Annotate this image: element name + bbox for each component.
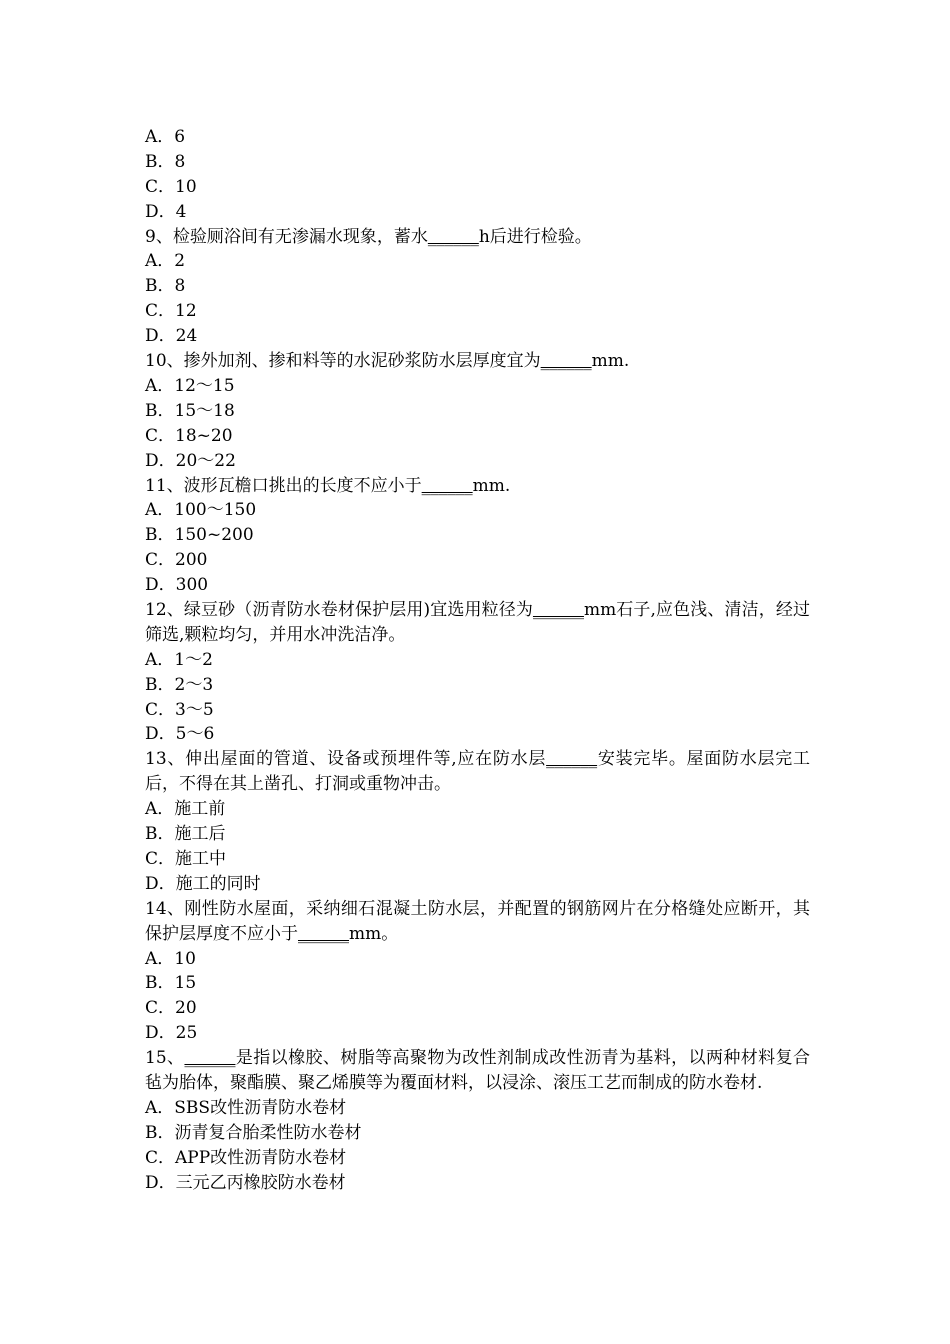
- option-text: 100～150: [174, 500, 257, 521]
- option-text: 2: [174, 251, 186, 272]
- option-text: 24: [175, 326, 198, 347]
- option-text: 12～15: [174, 375, 235, 396]
- option-d: [145, 573, 810, 598]
- option-label: C．: [145, 998, 176, 1019]
- option-text: 200: [175, 550, 208, 571]
- option-text: 8: [174, 276, 186, 297]
- option-b: [145, 822, 810, 847]
- option-c: [145, 299, 810, 324]
- option-b: [145, 150, 810, 175]
- option-label: D．: [145, 873, 176, 894]
- option-text: 施工的同时: [175, 873, 261, 894]
- answer-blank: ______: [532, 599, 584, 620]
- question-number: 11、: [145, 475, 184, 496]
- option-d: [145, 1021, 810, 1046]
- question-text: [145, 349, 810, 374]
- option-text: 8: [174, 151, 186, 172]
- question-text: [145, 1046, 810, 1096]
- question-number: 15、: [145, 1048, 185, 1069]
- question-number: 10、: [145, 351, 184, 372]
- answer-blank: ______: [298, 923, 349, 944]
- question-text: [145, 747, 810, 797]
- option-label: A．: [145, 500, 175, 521]
- option-text: 沥青复合胎柔性防水卷材: [174, 1122, 362, 1143]
- question-after: h后进行检验。: [478, 226, 592, 247]
- question-after: 安装完毕。屋面防水层完工后，不得在其上凿孔、打洞或重物冲击。: [145, 749, 811, 795]
- option-label: B．: [145, 674, 175, 695]
- option-a: [145, 1096, 810, 1121]
- option-b: [145, 274, 810, 299]
- option-d: [145, 324, 810, 349]
- question-13: [145, 747, 810, 896]
- lead-options: [145, 125, 810, 225]
- option-label: A．: [145, 948, 175, 969]
- option-label: B．: [145, 525, 175, 546]
- option-label: B．: [145, 973, 175, 994]
- option-label: B．: [145, 824, 175, 845]
- option-text: APP改性沥青防水卷材: [175, 1147, 347, 1168]
- option-label: D．: [145, 450, 176, 471]
- question-before: 检验厕浴间有无渗漏水现象，蓄水: [172, 226, 428, 247]
- answer-blank: ______: [421, 475, 473, 496]
- option-text: 20～22: [175, 450, 236, 471]
- option-a: [145, 947, 810, 972]
- option-b: [145, 523, 810, 548]
- question-14: [145, 897, 810, 1046]
- option-a: [145, 249, 810, 274]
- option-text: 10: [174, 948, 196, 969]
- question-text: [145, 474, 810, 499]
- option-a: [145, 797, 810, 822]
- option-text: 三元乙丙橡胶防水卷材: [175, 1172, 346, 1193]
- option-b: [145, 971, 810, 996]
- option-label: A．: [145, 375, 175, 396]
- option-label: D．: [145, 201, 176, 222]
- option-a: [145, 374, 810, 399]
- option-label: D．: [145, 575, 176, 596]
- option-label: C．: [145, 301, 176, 322]
- option-a: [145, 125, 810, 150]
- option-text: 施工前: [174, 799, 226, 820]
- option-label: B．: [145, 276, 175, 297]
- option-a: [145, 648, 810, 673]
- question-after: mm.: [472, 475, 511, 496]
- option-d: [145, 872, 810, 897]
- question-before: 掺外加剂、掺和料等的水泥砂浆防水层厚度宜为: [183, 351, 541, 372]
- option-label: A．: [145, 1097, 175, 1118]
- question-text: [145, 598, 810, 648]
- option-c: [145, 424, 810, 449]
- option-text: 施工后: [174, 824, 226, 845]
- option-c: [145, 175, 810, 200]
- option-label: B．: [145, 400, 175, 421]
- question-number: 9、: [145, 226, 173, 247]
- option-d: [145, 722, 810, 747]
- option-label: C．: [145, 550, 176, 571]
- document-page: [145, 125, 810, 1195]
- option-text: 6: [174, 127, 186, 147]
- option-label: A．: [145, 127, 175, 147]
- question-before: 波形瓦檐口挑出的长度不应小于: [183, 475, 422, 496]
- option-text: 25: [175, 1023, 198, 1044]
- option-d: [145, 1171, 810, 1196]
- option-b: [145, 673, 810, 698]
- question-after: 是指以橡胶、树脂等高聚物为改性剂制成改性沥青为基料，以两种材料复合毡为胎体，聚酯膜、聚乙烯膜等为覆面材料，以浸涂、滚压工艺而制成的防水卷材.: [145, 1048, 810, 1093]
- option-label: D．: [145, 724, 176, 745]
- option-label: C．: [145, 699, 176, 720]
- answer-blank: ______: [540, 351, 592, 372]
- option-label: D．: [145, 326, 176, 347]
- option-label: A．: [145, 799, 175, 820]
- question-number: 13、: [145, 749, 186, 770]
- answer-blank: ______: [427, 226, 479, 247]
- option-text: 18~20: [175, 425, 233, 446]
- option-text: 12: [175, 301, 197, 322]
- option-c: [145, 548, 810, 573]
- question-after: mm.: [591, 351, 630, 372]
- question-number: 12、: [145, 599, 184, 620]
- option-text: 10: [175, 176, 197, 197]
- option-d: [145, 449, 810, 474]
- option-c: [145, 847, 810, 872]
- question-11: [145, 474, 810, 598]
- option-text: 20: [175, 998, 197, 1019]
- option-label: B．: [145, 1122, 175, 1143]
- question-text: [145, 897, 810, 947]
- question-15: [145, 1046, 810, 1195]
- option-text: 15: [174, 973, 197, 994]
- option-d: [145, 200, 810, 225]
- option-label: D．: [145, 1023, 176, 1044]
- answer-blank: ______: [546, 749, 598, 770]
- option-label: B．: [145, 151, 175, 172]
- option-text: 150~200: [174, 525, 254, 546]
- option-text: 1～2: [174, 649, 213, 670]
- option-b: [145, 399, 810, 424]
- question-before: 刚性防水屋面，采纳细石混凝土防水层，并配置的钢筋网片在分格缝处应断开，其保护层厚度不应小于: [145, 898, 811, 944]
- option-c: [145, 1146, 810, 1171]
- question-9: [145, 225, 810, 349]
- option-b: [145, 1121, 810, 1146]
- option-text: 15～18: [174, 400, 235, 421]
- question-12: [145, 598, 810, 747]
- option-label: A．: [145, 251, 175, 272]
- option-text: 3～5: [175, 699, 214, 720]
- option-text: 5～6: [175, 724, 215, 745]
- option-text: 施工中: [175, 848, 227, 869]
- option-label: D．: [145, 1172, 176, 1193]
- option-text: 2～3: [174, 674, 214, 695]
- question-after: mm石子,应色浅、清洁，经过筛选,颗粒均匀，并用水冲洗洁净。: [145, 599, 810, 645]
- option-label: C．: [145, 176, 176, 197]
- question-text: [145, 225, 810, 250]
- answer-blank: ______: [184, 1048, 236, 1069]
- option-a: [145, 498, 810, 523]
- option-text: 4: [175, 201, 187, 222]
- option-c: [145, 996, 810, 1021]
- question-before: 伸出屋面的管道、设备或预埋件等,应在防水层: [185, 749, 547, 770]
- option-text: SBS改性沥青防水卷材: [174, 1097, 347, 1118]
- option-c: [145, 698, 810, 723]
- question-10: [145, 349, 810, 473]
- option-label: C．: [145, 848, 176, 869]
- option-label: C．: [145, 425, 176, 446]
- question-before: 绿豆砂（沥青防水卷材保护层用)宜选用粒径为: [183, 599, 533, 620]
- option-label: A．: [145, 649, 175, 670]
- question-number: 14、: [145, 898, 185, 919]
- option-text: 300: [175, 575, 209, 596]
- question-after: mm。: [349, 923, 399, 944]
- option-label: C．: [145, 1147, 176, 1168]
